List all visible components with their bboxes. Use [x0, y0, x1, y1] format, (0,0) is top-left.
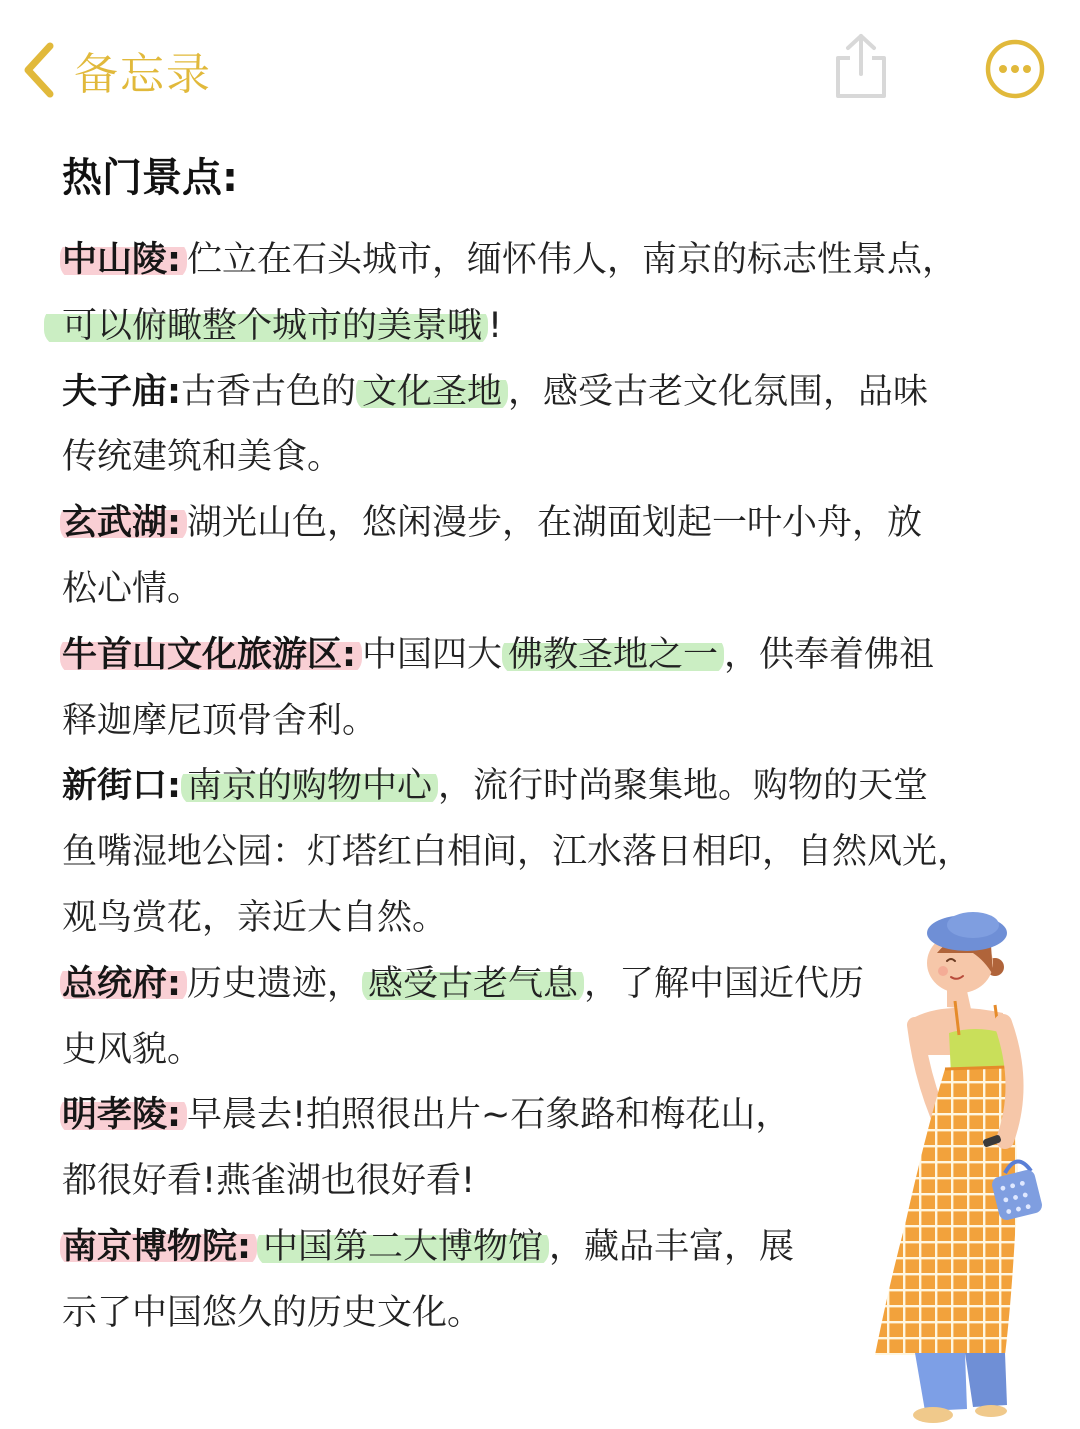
share-icon	[830, 30, 892, 102]
note-line	[62, 1282, 482, 1344]
description-text: 史风貌。	[62, 1030, 203, 1070]
description-text: ，供奉着佛祖	[724, 635, 935, 675]
description-text: 松心情。	[62, 569, 203, 609]
description-text: 传统建筑和美食。	[62, 437, 343, 477]
note-line	[62, 492, 922, 554]
note-line	[62, 624, 934, 686]
description-text: ，流行时尚聚集地。购物的天堂	[438, 766, 929, 806]
attraction-name: 明孝陵:	[60, 1095, 187, 1135]
more-dots-icon	[984, 38, 1046, 100]
description-text: 都很好看!燕雀湖也很好看!	[62, 1161, 476, 1201]
description-text: 示了中国悠久的历史文化。	[62, 1293, 483, 1333]
attraction-name: 新街口:	[62, 766, 181, 806]
note-line	[62, 755, 928, 817]
highlighted-phrase: 文化圣地	[356, 372, 508, 412]
note-line	[62, 361, 928, 423]
attraction-name: 牛首山文化旅游区:	[60, 635, 362, 675]
note-line	[62, 1150, 475, 1212]
note-line	[62, 1019, 202, 1081]
note-line	[62, 1084, 790, 1146]
attraction-name: 玄武湖:	[60, 503, 187, 543]
description-text: 观鸟赏花，亲近大自然。	[62, 898, 448, 938]
note-line	[62, 953, 864, 1015]
highlighted-phrase: 中国第二大博物馆	[257, 1227, 549, 1267]
highlighted-phrase: 可以俯瞰整个城市的美景哦	[44, 306, 488, 346]
highlighted-phrase: 感受古老气息	[362, 964, 584, 1004]
description-text: 伫立在石头城市，缅怀伟人，南京的标志性景点，	[187, 240, 958, 280]
attraction-name: 中山陵:	[60, 240, 187, 280]
description-text: 释迦摩尼顶骨舍利。	[62, 701, 378, 741]
note-line	[62, 887, 447, 949]
attraction-name: 夫子庙:	[62, 372, 181, 412]
highlighted-phrase: 佛教圣地之一	[502, 635, 724, 675]
description-text: 早晨去!拍照很出片~石象路和梅花山，	[187, 1095, 791, 1135]
highlighted-phrase: 南京的购物中心	[181, 766, 438, 806]
back-label: 备忘录	[74, 49, 212, 100]
note-line	[62, 690, 377, 752]
description-text: 中国四大	[362, 635, 503, 675]
description-text: 古香古色的	[181, 372, 357, 412]
description-text: ，藏品丰富，展	[549, 1227, 795, 1267]
note-line	[62, 1216, 794, 1278]
description-text: ，了解中国近代历	[584, 964, 865, 1004]
note-line	[62, 426, 342, 488]
attraction-name: 总统府:	[60, 964, 187, 1004]
chevron-left-icon	[22, 42, 56, 98]
description-text: 湖光山色，悠闲漫步，在湖面划起一叶小舟，放	[187, 503, 923, 543]
attraction-name: 南京博物院:	[60, 1227, 257, 1267]
description-text: !	[488, 306, 503, 346]
note-line	[62, 229, 957, 291]
more-options-button[interactable]	[984, 38, 1046, 100]
note-line	[62, 821, 972, 883]
note-heading: 热门景点:	[62, 155, 238, 201]
note-line	[62, 558, 202, 620]
share-button[interactable]	[830, 30, 892, 102]
description-text: ，感受古老文化氛围，品味	[508, 372, 929, 412]
note-line	[62, 295, 502, 357]
back-button[interactable]	[22, 38, 212, 102]
woman-plaid-dress-illustration-icon	[855, 905, 1060, 1425]
description-text: 鱼嘴湿地公园：灯塔红白相间，江水落日相印，自然风光，	[62, 832, 973, 872]
navigation-bar	[0, 0, 1080, 130]
description-text: 历史遗迹，	[187, 964, 363, 1004]
